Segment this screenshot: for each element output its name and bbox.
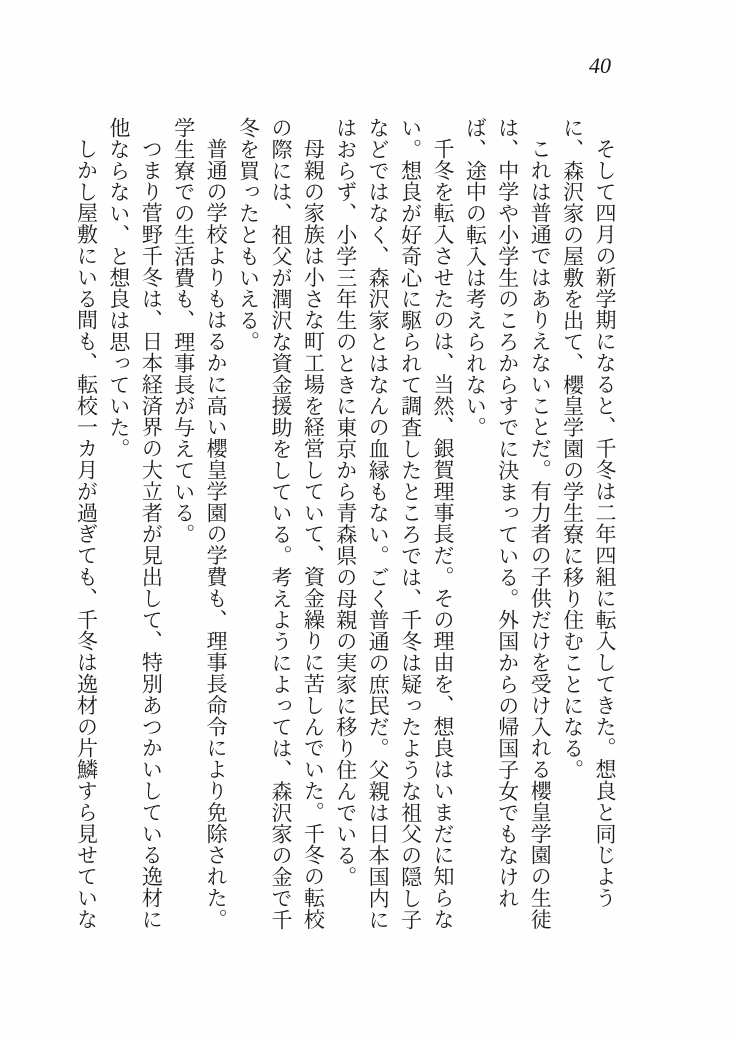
paragraph-3: 千冬を転入させたのは、当然、銀賀理事長だ。その理由を、想良はいまだに知らない。想良が好奇心に駆られて調査したところでは、千冬は疑ったような祖父の隠し子などではなく、森沢家とはなんの血縁もない。ごく普通の庶民だ。父親は日本国内にはおらず、小学三年生のときに東京から青森県の母親の実家に移り住んでいる。 <box>333 117 455 931</box>
paragraph-1: そして四月の新学期になると、千冬は二年四組に転入してきた。想良と同じように、森沢家の屋敷を出て、櫻皇学園の学生寮に移り住むことになる。 <box>560 117 617 909</box>
paragraph-6: つまり菅野千冬は、日本経済界の大立者が見出して、特別あつかいしている逸材に他ならない、と想良は思っていた。 <box>106 117 164 930</box>
paragraph-5: 普通の学校よりもはるかに高い櫻皇学園の学費も、理事長命令により免除された。学生寮での生活費も、理事長が与えている。 <box>171 117 229 930</box>
paragraph-2: これは普通ではありえないことだ。有力者の子供だけを受け入れる櫻皇学園の生徒は、中学や小学生のころからすでに決まっている。外国からの帰国子女でもなければ、途中の転入は考えられない。 <box>463 117 553 930</box>
page-number: 40 <box>589 53 611 78</box>
paragraph-4: 母親の家族は小さな町工場を経営していて、資金繰りに苦しんでいた。千冬の転校の際には、祖父が潤沢な資金援助をしている。考えようによっては、森沢家の金で千冬を買ったともいえる。 <box>236 117 326 931</box>
paragraph-7: しかし屋敷にいる間も、転校一カ月が過ぎても、千冬は逸材の片鱗すら見せていな <box>74 138 99 930</box>
body-text <box>70 117 621 939</box>
